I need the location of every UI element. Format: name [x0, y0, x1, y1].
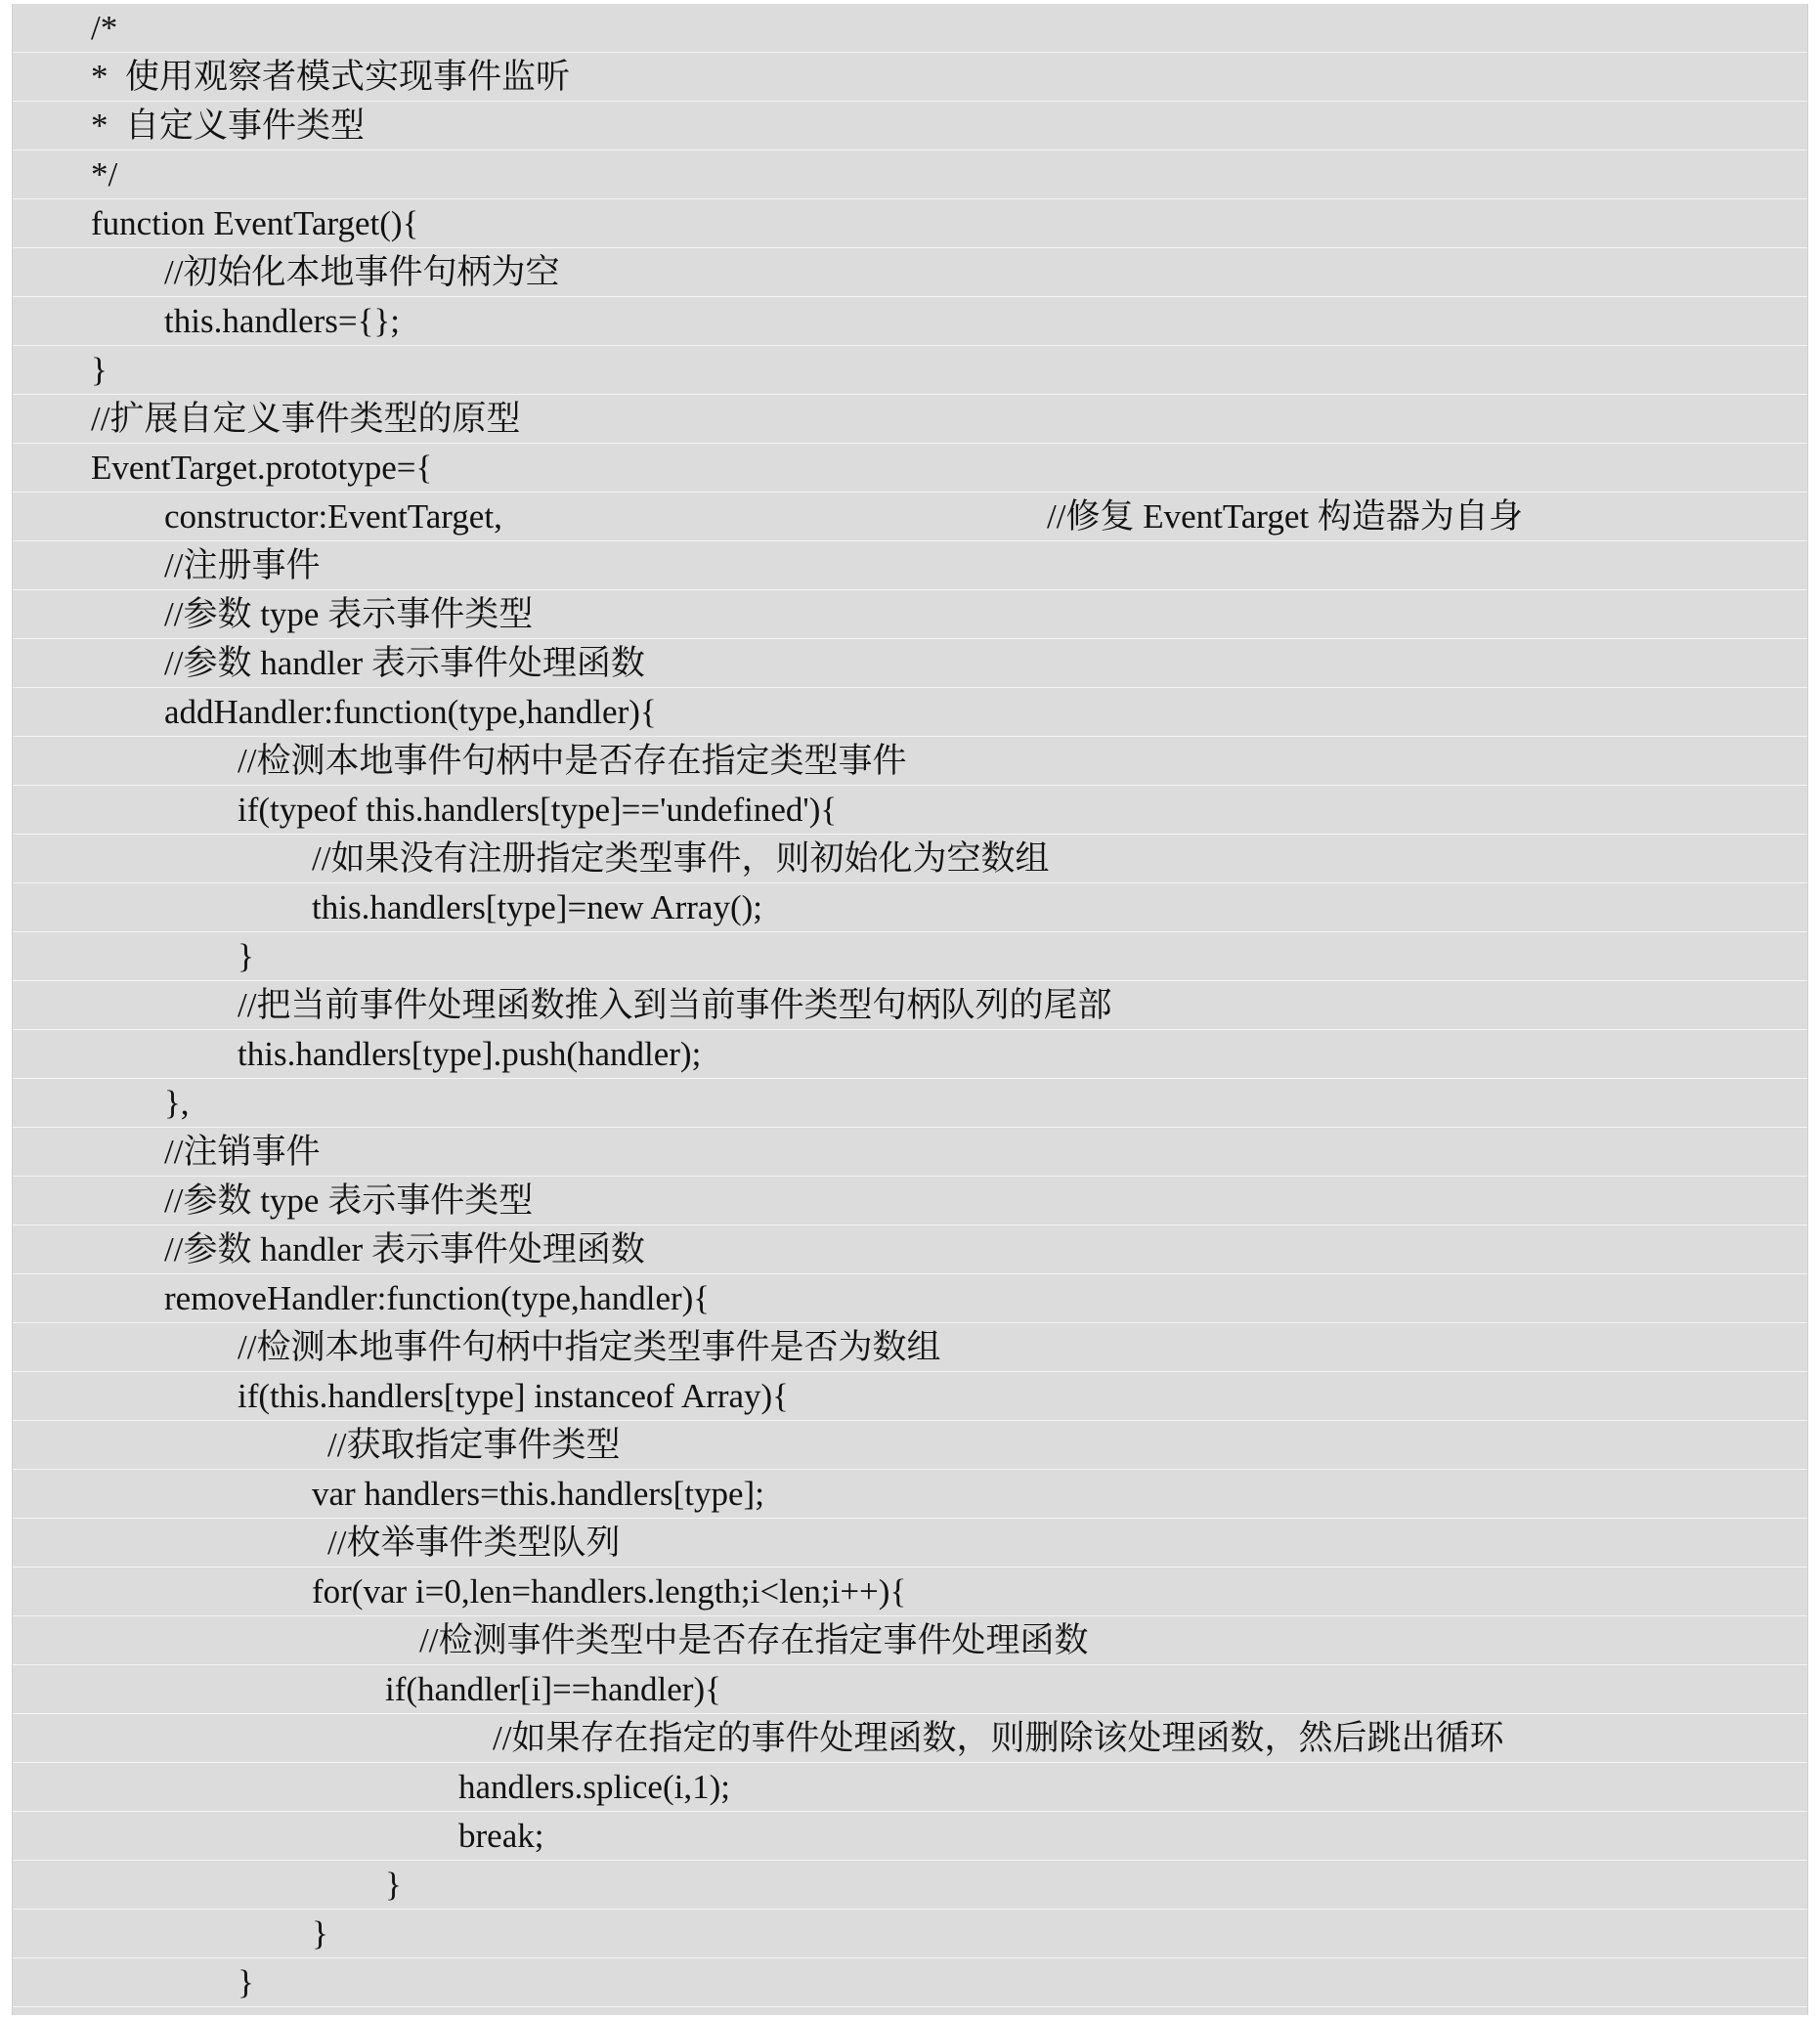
code-line-text: if(this.handlers[type] instanceof Array){ — [238, 1377, 789, 1415]
code-line-text: * 自定义事件类型 — [91, 107, 366, 145]
code-line-text: EventTarget.prototype={ — [91, 449, 433, 487]
code-line-text: //把当前事件处理函数推入到当前事件类型句柄队列的尾部 — [238, 986, 1112, 1024]
code-line-text: //如果没有注册指定类型事件，则初始化为空数组 — [312, 839, 1050, 878]
code-line-text: //参数 type 表示事件类型 — [164, 1181, 534, 1220]
code-line-text: removeHandler:function(type,handler){ — [164, 1279, 711, 1317]
code-line-text: //检测本地事件句柄中指定类型事件是否为数组 — [238, 1328, 941, 1366]
code-line-text: //扩展自定义事件类型的原型 — [91, 400, 521, 438]
code-line-text: var handlers=this.handlers[type]; — [312, 1475, 764, 1513]
code-line-text: this.handlers[type].push(handler); — [238, 1035, 702, 1073]
code-line-text: //参数 handler 表示事件处理函数 — [164, 644, 645, 682]
code-line-text: } — [385, 1866, 402, 1904]
code-line-text: for(var i=0,len=handlers.length;i<len;i++){ — [312, 1572, 907, 1611]
code-line-text: }, — [164, 1084, 190, 1122]
code-line-text: */ — [91, 155, 118, 193]
code-line-text: //初始化本地事件句柄为空 — [164, 253, 560, 291]
code-line-text: this.handlers={}; — [164, 302, 400, 340]
code-line-text: } — [238, 1963, 254, 2001]
code-line-text: } — [238, 937, 254, 975]
code-line-text: //获取指定事件类型 — [327, 1426, 621, 1464]
code-line-text: //枚举事件类型队列 — [327, 1524, 621, 1562]
code-line-text: function EventTarget(){ — [91, 204, 419, 242]
code-line-text: //检测本地事件句柄中是否存在指定类型事件 — [238, 742, 907, 780]
code-line-text: //如果存在指定的事件处理函数，则删除该处理函数，然后跳出循环 — [493, 1719, 1504, 1757]
code-line-text: this.handlers[type]=new Array(); — [312, 888, 762, 926]
code-line-trailing-comment: //修复 EventTarget 构造器为自身 — [1047, 497, 1523, 536]
code-line-text: //参数 type 表示事件类型 — [164, 595, 534, 633]
code-line-text: } — [312, 1914, 328, 1953]
code-line-text: //注销事件 — [164, 1133, 321, 1171]
code-line-text: constructor:EventTarget, — [164, 497, 502, 536]
code-line-text: } — [91, 351, 108, 389]
code-line-text: //注册事件 — [164, 546, 321, 584]
code-line-text: break; — [458, 1817, 544, 1855]
code-line-text: * 使用观察者模式实现事件监听 — [91, 58, 571, 96]
code-line-text: if(typeof this.handlers[type]=='undefined'){ — [238, 791, 838, 829]
code-line-text: //检测事件类型中是否存在指定事件处理函数 — [419, 1621, 1089, 1659]
code-listing — [12, 4, 1808, 2015]
code-line-text: //参数 handler 表示事件处理函数 — [164, 1230, 645, 1268]
code-line-text: /* — [91, 9, 118, 47]
code-line-text: handlers.splice(i,1); — [458, 1768, 730, 1806]
code-line-text: addHandler:function(type,handler){ — [164, 693, 657, 731]
code-line-text: if(handler[i]==handler){ — [385, 1670, 721, 1708]
